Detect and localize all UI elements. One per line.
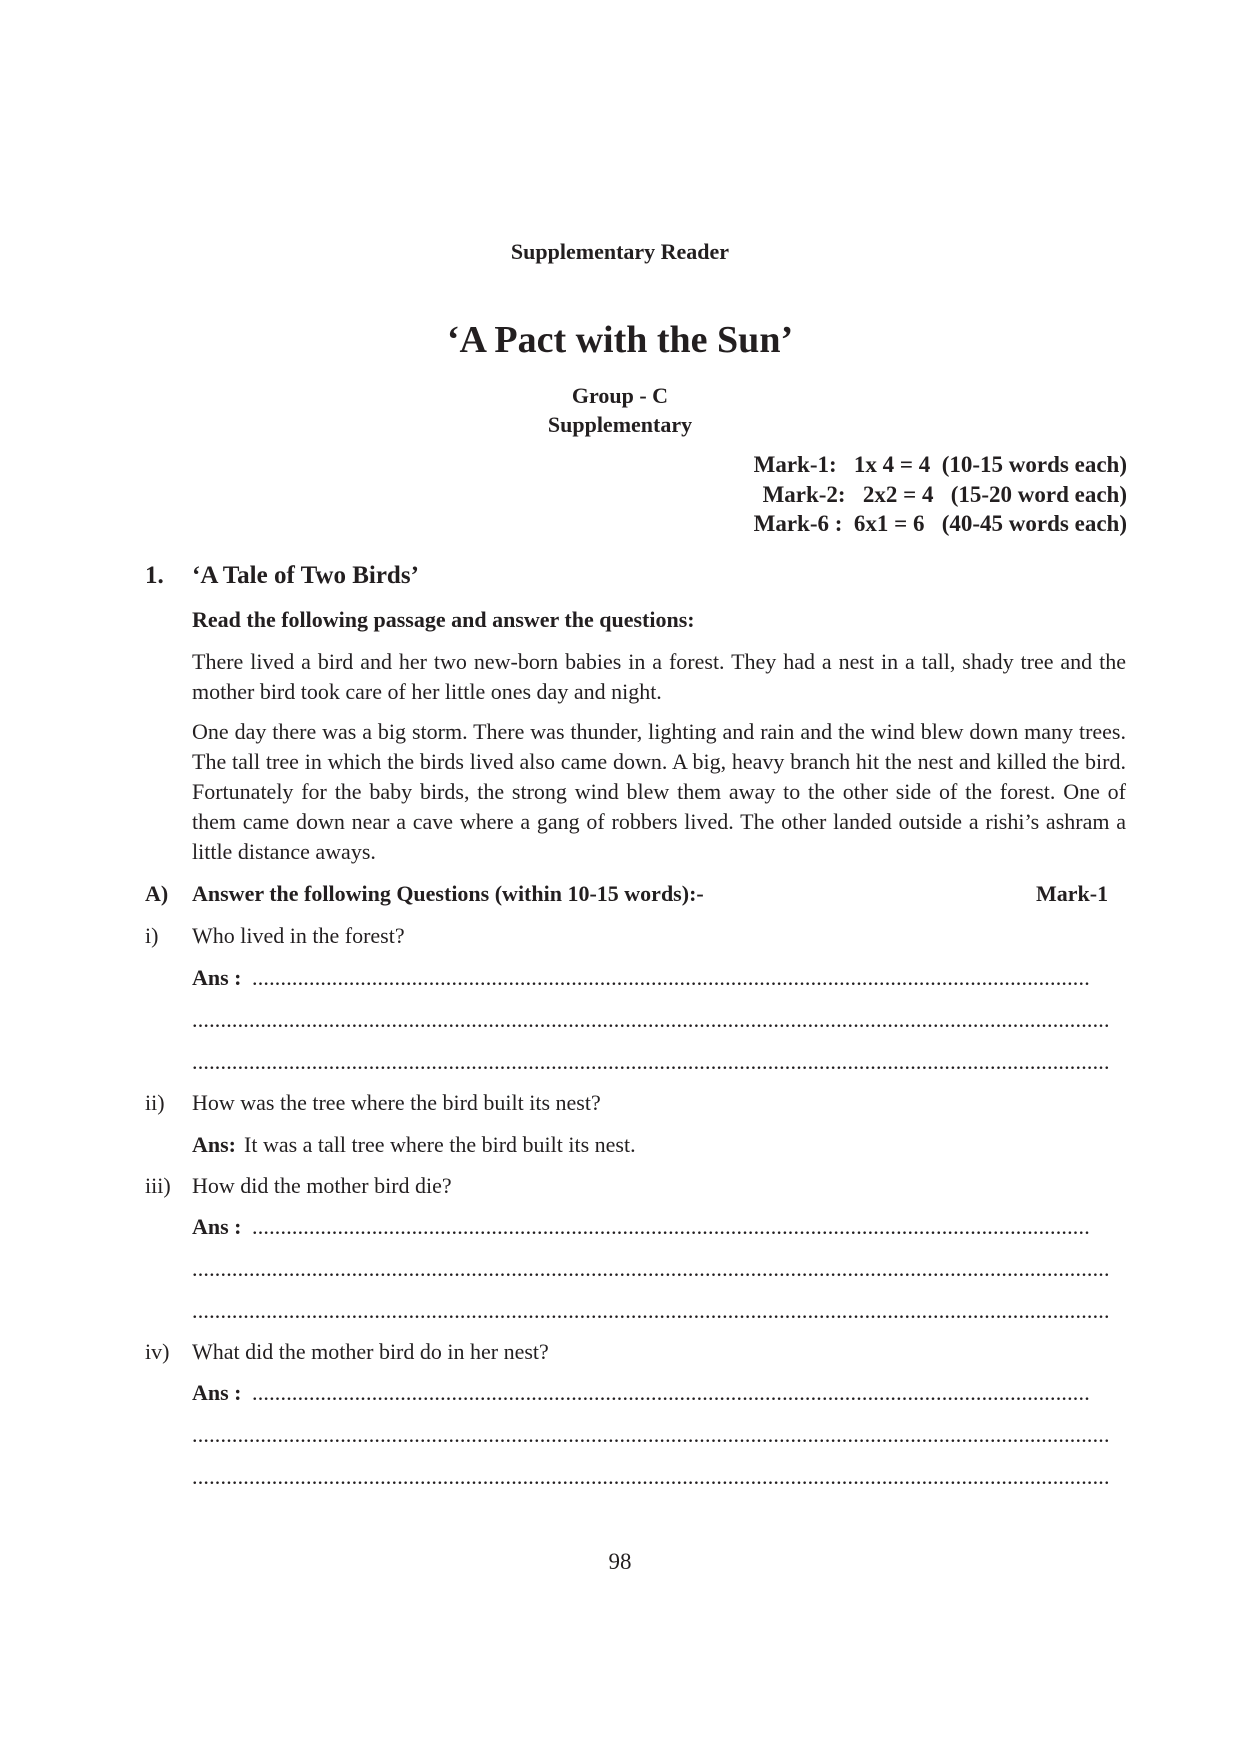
question-number: ii) (145, 1090, 165, 1115)
answer-line[interactable]: ................................................................................................................................................................. (192, 1422, 1110, 1447)
answer-label: Ans: (192, 1132, 237, 1157)
passage-paragraph-2: One day there was a big storm. There was thunder, lighting and rain and the wind blew down many trees. The tall tree in which the birds lived also came down. A big, heavy branch hit the nest and killed the bird. Fortunately for the baby birds, the strong wind blew them away to the other side of the forest. One of them came down near a cave where a gang of robbers lived. The other landed outside a rishi’s ashram a little distance aways. (192, 719, 1126, 864)
part-mark: Mark-1 (1036, 881, 1109, 906)
passage-paragraph-1: There lived a bird and her two new-born babies in a forest. They had a nest in a tall, shady tree and the mother bird took care of her little ones day and night. (192, 649, 1126, 704)
question-number: i) (145, 923, 159, 948)
answer-label: Ans : (192, 1380, 242, 1405)
part-heading: Answer the following Questions (within 10-15 words):- (192, 881, 704, 906)
answer-line[interactable]: ................................................................................................................................................................. (192, 1049, 1110, 1074)
answer-line[interactable]: ................................................................................................................................................................. (192, 1007, 1110, 1032)
group-label: Group - C (571, 383, 669, 408)
marks-line-2: Mark-2: 2x2 = 4 (15-20 word each) (762, 482, 1127, 507)
answer-line[interactable]: ................................................................................................................................................................. (192, 1464, 1110, 1489)
question-text: Who lived in the forest? (192, 923, 405, 948)
part-label: A) (145, 881, 169, 906)
marks-line-3: Mark-6 : 6x1 = 6 (40-45 words each) (753, 511, 1127, 536)
running-header: Supplementary Reader (510, 239, 730, 264)
question-text: How did the mother bird die? (192, 1173, 452, 1198)
marks-line-1: Mark-1: 1x 4 = 4 (10-15 words each) (753, 452, 1127, 477)
answer-text: It was a tall tree where the bird built its nest. (244, 1132, 636, 1157)
subtitle: Supplementary (547, 412, 693, 437)
section-number: 1. (145, 562, 164, 589)
answer-line[interactable]: ................................................................................................................................................... (252, 1380, 1090, 1405)
answer-line[interactable]: ................................................................................................................................................................. (192, 1256, 1110, 1281)
question-text: How was the tree where the bird built its nest? (192, 1090, 601, 1115)
page-title: ‘A Pact with the Sun’ (446, 319, 794, 361)
question-number: iii) (145, 1173, 171, 1198)
answer-line[interactable]: ................................................................................................................................................... (252, 965, 1090, 990)
section-title: ‘A Tale of Two Birds’ (192, 562, 419, 589)
answer-label: Ans : (192, 965, 242, 990)
question-text: What did the mother bird do in her nest? (192, 1339, 549, 1364)
question-number: iv) (145, 1339, 170, 1364)
answer-line[interactable]: ................................................................................................................................................... (252, 1214, 1090, 1239)
instruction: Read the following passage and answer the questions: (192, 607, 695, 632)
answer-label: Ans : (192, 1214, 242, 1239)
answer-line[interactable]: ................................................................................................................................................................. (192, 1298, 1110, 1323)
page-number: 98 (608, 1549, 632, 1574)
